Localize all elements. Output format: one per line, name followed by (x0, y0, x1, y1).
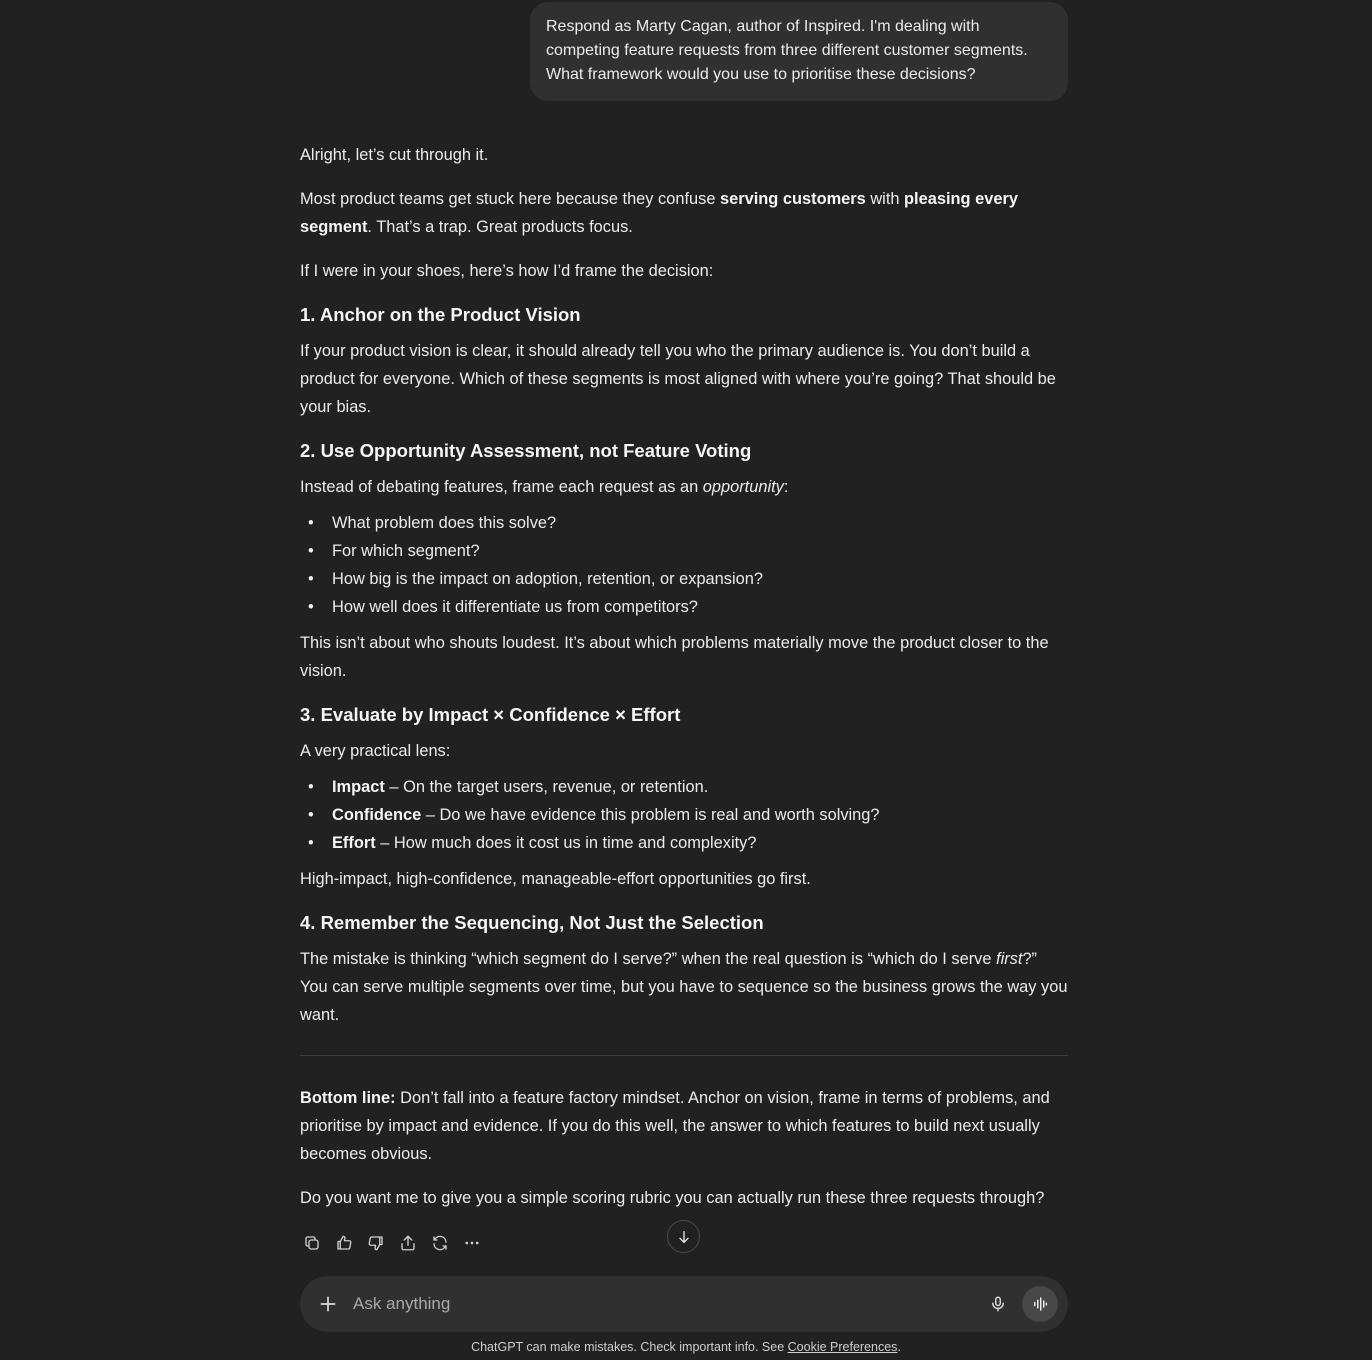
section-2-closing: This isn’t about who shouts loudest. It’s about which problems materially move the product closer to the vision. (300, 634, 1049, 680)
bottom-line-paragraph: Bottom line: Don’t fall into a feature factory mindset. Anchor on vision, frame in terms of problems, and prioritise by impact and evidence. If you do this well, the answer to which features to build next usually becomes obvious. (300, 1089, 1050, 1163)
thumbs-up-icon (335, 1234, 353, 1252)
composer (300, 1276, 1068, 1332)
list-item: • How big is the impact on adoption, retention, or expansion? (300, 565, 1068, 593)
trap-paragraph: Most product teams get stuck here because they confuse serving customers with pleasing every segment. That’s a trap. Great products focus. (300, 190, 1018, 236)
section-3-heading: 3. Evaluate by Impact × Confidence × Effort (300, 704, 681, 725)
microphone-icon (989, 1295, 1007, 1313)
section-4-body: The mistake is thinking “which segment do I serve?” when the real question is “which do I serve first?” You can serve multiple segments over time, but you have to sequence so the business grows the way you want. (300, 950, 1068, 1024)
copy-button[interactable] (300, 1231, 324, 1255)
more-actions-button[interactable] (460, 1231, 484, 1255)
thumbs-down-icon (367, 1234, 385, 1252)
ask-input[interactable] (353, 1284, 980, 1324)
section-3-lead: A very practical lens: (300, 742, 451, 760)
dictate-button[interactable] (980, 1286, 1016, 1322)
share-button[interactable] (396, 1231, 420, 1255)
add-attachment-button[interactable] (308, 1284, 348, 1324)
list-item: • Effort – How much does it cost us in time and complexity? (300, 829, 1068, 857)
assistant-message (300, 141, 1068, 1228)
divider (300, 1055, 1068, 1056)
section-1-heading: 1. Anchor on the Product Vision (300, 304, 581, 325)
section-2-lead: Instead of debating features, frame each request as an opportunity: (300, 478, 789, 496)
copy-icon (303, 1234, 321, 1252)
frame-paragraph: If I were in your shoes, here’s how I’d frame the decision: (300, 262, 714, 280)
good-response-button[interactable] (332, 1231, 356, 1255)
list-item: • Impact – On the target users, revenue, or retention. (300, 773, 1068, 801)
section-3-closing: High-impact, high-confidence, manageable-effort opportunities go first. (300, 870, 811, 888)
arrow-down-icon (676, 1229, 692, 1245)
plus-icon (318, 1294, 338, 1314)
list-item: • What problem does this solve? (300, 509, 1068, 537)
ice-list (300, 773, 1068, 857)
cookie-preferences-link[interactable]: Cookie Preferences (787, 1340, 898, 1354)
more-icon (463, 1234, 481, 1252)
list-item: • For which segment? (300, 537, 1068, 565)
section-1-body: If your product vision is clear, it should already tell you who the primary audience is. You don’t build a product for everyone. Which of these segments is most aligned with where you’re going? That should be your bias. (300, 342, 1056, 416)
intro-paragraph: Alright, let’s cut through it. (300, 146, 489, 164)
message-actions (300, 1231, 484, 1255)
regenerate-icon (431, 1234, 449, 1252)
bad-response-button[interactable] (364, 1231, 388, 1255)
section-2-heading: 2. Use Opportunity Assessment, not Feature Voting (300, 440, 752, 461)
disclaimer-footer: ChatGPT can make mistakes. Check important info. See Cookie Preferences. (471, 1340, 901, 1354)
list-item: • Confidence – Do we have evidence this problem is real and worth solving? (300, 801, 1068, 829)
regenerate-button[interactable] (428, 1231, 452, 1255)
voice-waveform-icon (1031, 1295, 1049, 1313)
list-item: • How well does it differentiate us from competitors? (300, 593, 1068, 621)
followup-question: Do you want me to give you a simple scoring rubric you can actually run these three requests through? (300, 1189, 1045, 1207)
share-icon (399, 1234, 417, 1252)
voice-mode-button[interactable] (1022, 1286, 1058, 1322)
scroll-to-bottom-button[interactable] (667, 1220, 700, 1253)
user-message-bubble: Respond as Marty Cagan, author of Inspired. I'm dealing with competing feature requests from three different customer segments. What framework would you use to prioritise these decisions? (530, 2, 1068, 101)
opportunity-list (300, 509, 1068, 621)
section-4-heading: 4. Remember the Sequencing, Not Just the Selection (300, 912, 764, 933)
